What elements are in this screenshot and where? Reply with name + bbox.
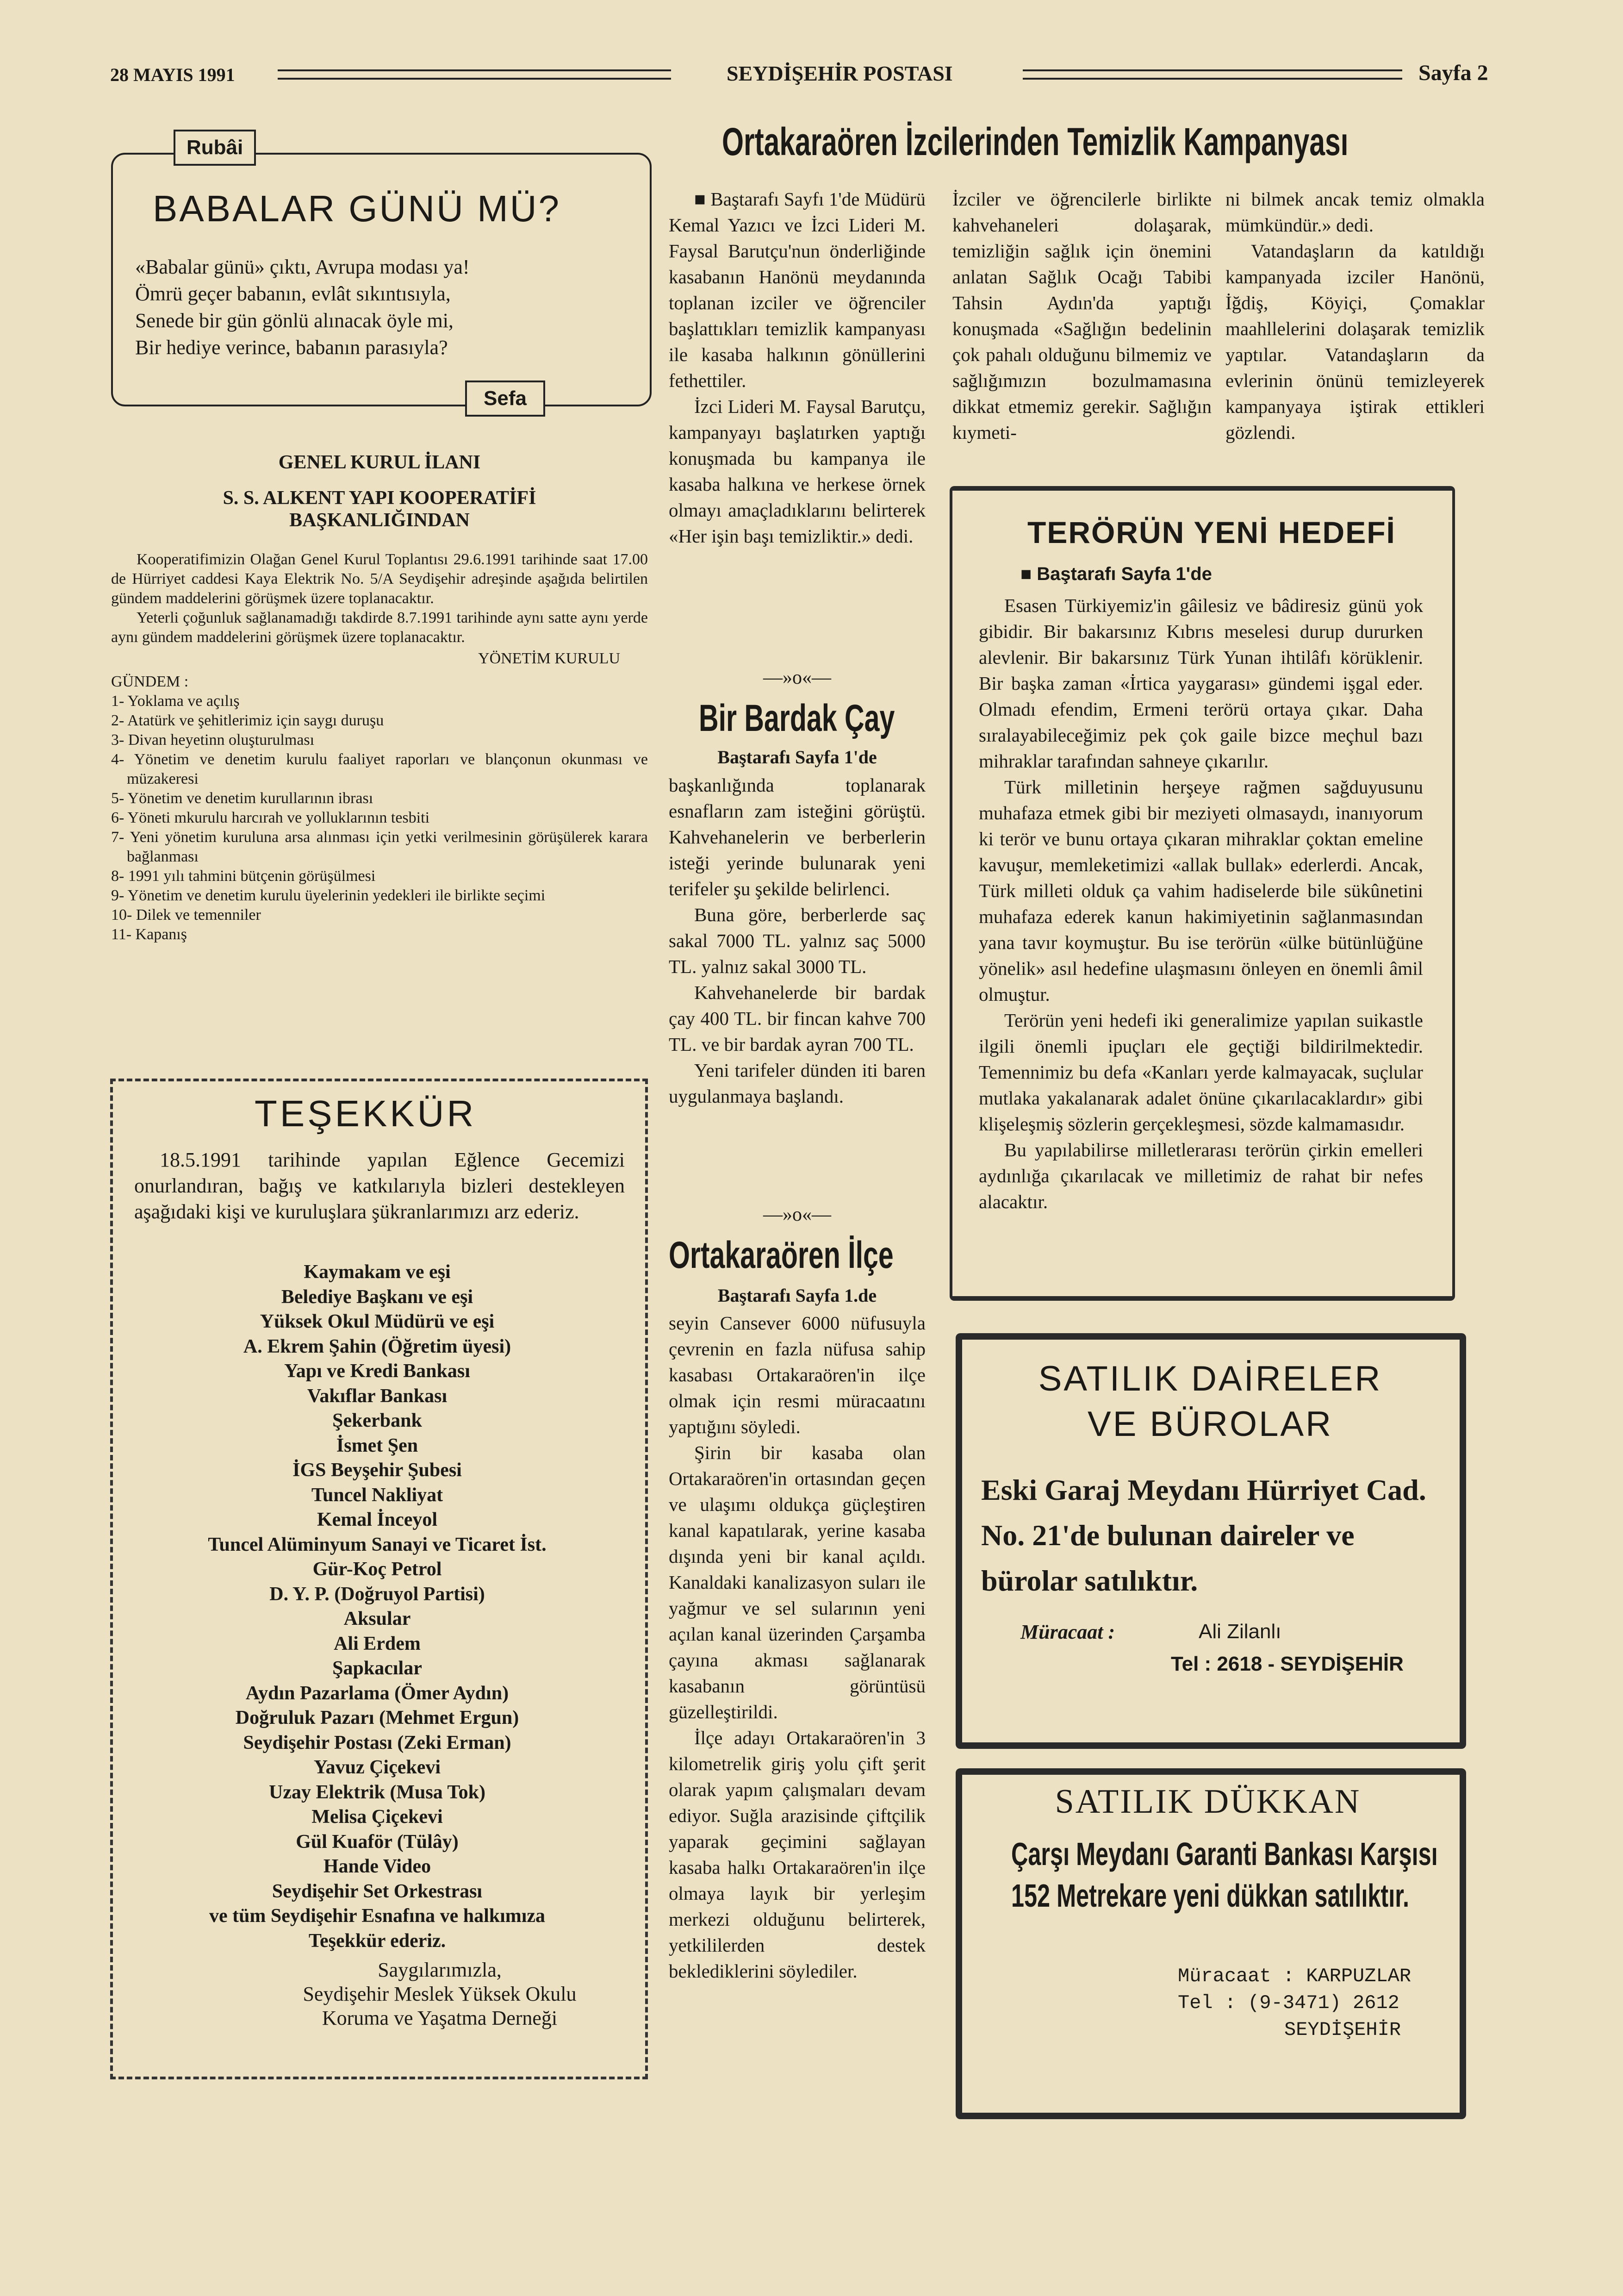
thanks-item: Uzay Elektrik (Musa Tok) — [269, 1781, 485, 1803]
izci-column-3 — [1225, 186, 1485, 445]
thanks-item: Melisa Çiçekevi — [311, 1806, 443, 1828]
ad1-title — [963, 1356, 1458, 1447]
ad1-contact-label: Müracaat : — [1020, 1621, 1115, 1643]
agenda-list — [111, 692, 648, 944]
thanks-item: Aydın Pazarlama (Ömer Aydın) — [245, 1682, 509, 1704]
teror-body — [979, 593, 1423, 1215]
thanks-item: Tuncel Alüminyum Sanayi ve Ticaret İst. — [208, 1534, 547, 1555]
thanks-item: Kaymakam ve eşi — [304, 1261, 451, 1283]
agenda-item: 11- Kapanış — [111, 926, 187, 943]
thanks-item: İsmet Şen — [336, 1435, 418, 1456]
article-paragraph: Türk milletinin herşeye rağmen sağduyusunu muhafaza etmek gibi bir meziyeti olmasaydı, inanıyorum ki terör ve bunu ortaya çıkaran mihraklar çoktan emeline kavuşur, memleketimizi «allak bullak» ederlerdi. Ancak, Türk milleti olduk ça vahim hadiselerde bile sükûnetini muhafaza ederek kanun hakimiyetinin sağlanmasından yana tavır koymuştur. Bu ise terörün «ülke bütünlüğüne yönelik» asıl hedefine ulaşmasını önleyen en önemli âmil olmuştur. — [979, 776, 1423, 1005]
signature-line: Koruma ve Yaşatma Derneği — [322, 2007, 558, 2029]
ad1-body: Eski Garaj Meydanı Hürriyet Cad. No. 21'de bulunan daireler ve bürolar satılıktır. — [981, 1473, 1426, 1597]
ad1-title-line: SATILIK DAİRELER — [1038, 1359, 1382, 1398]
signature-line: Seydişehir Meslek Yüksek Okulu — [303, 1983, 577, 2005]
ad2-title: SATILIK DÜKKAN — [1055, 1783, 1361, 1821]
thanks-item: Vakıflar Bankası — [307, 1385, 448, 1407]
agenda-item: 5- Yönetim ve denetim kurullarının ibrası — [111, 790, 373, 807]
ad2-contact-line: Müracaat : KARPUZLAR — [1178, 1965, 1412, 1987]
izci-headline-box — [722, 119, 1416, 166]
cay-headline-box — [699, 697, 921, 741]
issue-date: 28 MAYIS 1991 — [110, 64, 235, 85]
cooperative-name — [111, 487, 648, 531]
article-paragraph: Bu yapılabilirse milletlerarası terörün çirkin emelleri aydınlığa çıkarılacak ve milletimiz de rahat bir nefes alacaktır. — [979, 1139, 1423, 1212]
cay-body — [669, 772, 926, 1109]
ilce-body — [669, 1310, 926, 1984]
tesekkur-intro — [134, 1147, 625, 1225]
rubai-title: BABALAR GÜNÜ MÜ? — [153, 188, 561, 229]
intro-paragraph: 18.5.1991 tarihinde yapılan Eğlence Gecemizi onurlandıran, bağış ve katkılarıyla bizleri destekleyen aşağıdaki kişi ve kuruluşlara şükranlarımızı arz ederiz. — [134, 1148, 625, 1223]
ad1-title-line: VE BÜROLAR — [1088, 1404, 1333, 1444]
thanks-item: ve tüm Seydişehir Esnafına ve halkımıza — [209, 1905, 546, 1927]
ad2-contact-line: SEYDİŞEHİR — [1284, 2019, 1401, 2041]
separator: —»o«— — [763, 1204, 831, 1225]
agenda-item: 7- Yeni yönetim kuruluna arsa alınması için yetki verilmesinin görüşülerek karara bağlanması — [111, 829, 648, 865]
article-paragraph: Şirin bir kasaba olan Ortakaraören'in ortasından geçen ve ulaşımı oldukça güçleştiren kanal kapatılarak, yerine kasaba dışında yeni bir kanal açıldı. Kanaldaki kanalizasyon suları ile yağmur ve sel sularının yeni açılan kanal üzerinden Çarşamba çayına akması sağlanarak kasabanın görüntüsü güzelleştirildi. — [669, 1442, 926, 1722]
agenda-item: 2- Atatürk ve şehitlerimiz için saygı duruşu — [111, 712, 384, 729]
thanks-item: D. Y. P. (Doğruyol Partisi) — [269, 1583, 485, 1605]
agenda-item: 10- Dilek ve temenniler — [111, 906, 261, 923]
izci-column-2 — [952, 186, 1212, 445]
article-paragraph: Kahvehanelerde bir bardak çay 400 TL. bir fincan kahve 700 TL. ve bir bardak ayran 700 TL. — [669, 982, 926, 1055]
thanks-list — [125, 1260, 629, 1953]
signature-line: Saygılarımızla, — [378, 1959, 502, 1981]
newspaper-name: SEYDİŞEHİR POSTASI — [727, 62, 953, 85]
thanks-item: Yüksek Okul Müdürü ve eşi — [260, 1311, 495, 1332]
agenda-item: 9- Yönetim ve denetim kurulu üyelerinin yedekleri ile birlikte seçimi — [111, 887, 546, 904]
notice-paragraph: Yeterli çoğunluk sağlanamadığı takdirde 8.7.1991 tarihinde aynı satte aynı yerde aynı gündem maddelerini görüşmek üzere toplanacaktır. — [111, 609, 648, 646]
thanks-item: Yavuz Çiçekevi — [313, 1757, 441, 1778]
cay-headline: Bir Bardak Çay — [699, 697, 895, 739]
agenda-label: GÜNDEM : — [111, 673, 189, 690]
tesekkur-title: TEŞEKKÜR — [255, 1093, 477, 1134]
article-paragraph: Vatandaşların da katıldığı kampanyada izciler Hanönü, İğdiş, Köyiçi, Çomaklar maahllelerini dolaşarak temizlik yaptılar. Vatandaşların da evlerinin önünü temizleyerek kampanyaya iştirak ettikleri gözlendi. — [1225, 240, 1485, 443]
ad1-phone: Tel : 2618 - SEYDİŞEHİR — [1171, 1653, 1404, 1675]
thanks-item: Teşekkür ederiz. — [308, 1930, 446, 1952]
thanks-item: Seydişehir Postası (Zeki Erman) — [243, 1732, 511, 1753]
article-paragraph: ■ Baştarafı Sayfı 1'de Müdürü Kemal Yazıcı ve İzci Lideri M. Faysal Barutçu'nun önderliğinde kasabanın Hanönü meydanında toplanan izciler ve öğrenciler başlattıkları temizlik kampanyası ile kasaba halkının gönüllerini fethettiler. — [669, 188, 926, 391]
ad2-contact — [1178, 1963, 1411, 2043]
article-paragraph: başkanlığında toplanarak esnafların zam isteğini görüştü. Kahvehanelerin ve berberlerin isteği yerinde bulunarak yeni terifeler şu şekilde belirlenci. — [669, 774, 926, 899]
board-signature: YÖNETİM KURULU — [478, 650, 620, 667]
agenda-item: 6- Yöneti mkurulu harcırah ve yolluklarının tesbiti — [111, 809, 430, 826]
rubai-author: Sefa — [465, 381, 545, 417]
article-paragraph: İzci Lideri M. Faysal Barutçu, kampanyayı başlatırken yaptığı konuşmada bu kampanya ile kasaba halkına ve herkese örnek olmayı amaçladıklarını belirterek «Her işin başı temizliktir.» dedi. — [669, 396, 926, 547]
notice-paragraph: Kooperatifimizin Olağan Genel Kurul Toplantısı 29.6.1991 tarihinde saat 17.00 de Hürriyet caddesi Kaya Elektrik No. 5/A Seydişehir adreşinde aşağıda belirtilen gündem maddelerini görüşmek üzere toplanacaktır. — [111, 551, 648, 607]
thanks-item: Şekerbank — [332, 1410, 422, 1431]
tesekkur-signature — [250, 1958, 629, 2030]
cooperative-line: BAŞKANLIĞINDAN — [289, 510, 470, 531]
rubai-poem — [135, 254, 470, 361]
ad2-contact-line: Tel : (9-3471) 2612 — [1178, 1992, 1399, 2014]
thanks-item: Doğruluk Pazarı (Mehmet Ergun) — [235, 1707, 519, 1728]
poem-line: Ömrü geçer babanın, evlât sıkıntısıyla, — [135, 282, 451, 305]
agenda-item: 1- Yoklama ve açılış — [111, 693, 240, 710]
article-paragraph: ni bilmek ancak temiz olmakla mümkündür.» dedi. — [1225, 188, 1485, 236]
article-paragraph: seyin Cansever 6000 nüfusuyla çevrenin en fazla nüfusa sahip kasabası Ortakaraören'in ilçe olmak için resmi müracaatını yaptığını söyledi. — [669, 1312, 926, 1437]
page-number: Sayfa 2 — [1418, 61, 1488, 85]
thanks-item: Gül Kuaför (Tülây) — [296, 1831, 459, 1853]
thanks-item: Tuncel Nakliyat — [311, 1484, 443, 1506]
article-paragraph: Esasen Türkiyemiz'in gâilesiz ve bâdiresiz günü yok gibidir. Bir bakarsınız Kıbrıs meselesi durup dururken alevlenir. Bir bakarsınız Türk Yunan ihtilâfı körüklenir. Bir başka zaman «İrtica yaygarası» gündemi işgal eder. Olmadı efendim, Ermeni terörü ortaya çıkar. Daha sıralayabileceğimiz pek çok gaile bizce meçhul bazı mihraklar tarafından sahneye çıkarılır. — [979, 595, 1423, 772]
ad1-contact-name: Ali Zilanlı — [1199, 1620, 1281, 1643]
izci-column-1 — [669, 186, 926, 549]
agenda-item: 3- Divan heyetinn oluşturulması — [111, 731, 315, 749]
thanks-item: Yapı ve Kredi Bankası — [284, 1360, 470, 1382]
thanks-item: Şapkacılar — [332, 1658, 422, 1679]
thanks-item: Belediye Başkanı ve eşi — [281, 1286, 473, 1308]
genel-kurul-heading: GENEL KURUL İLANI — [278, 452, 481, 473]
teror-kicker: ■ Baştarafı Sayfa 1'de — [1020, 564, 1212, 584]
ilce-headline-box — [669, 1234, 928, 1280]
article-paragraph: Buna göre, berberlerde saç sakal 7000 TL. yalnız saç 5000 TL. yalnız sakal 3000 TL. — [669, 904, 926, 977]
article-paragraph: İzciler ve öğrencilerle birlikte kahvehaneleri dolaşarak, temizliğin sağlık için önemini anlatan Sağlık Ocağı Tabibi Tahsin Aydın'da yaptığı konuşmada «Sağlığın bedelinin çok pahalı olduğunu bilmemiz ve sağlığımızın bozulmamasına dikkat etmemiz gerekir. Sağlığın kıymeti- — [952, 188, 1212, 443]
article-paragraph: Yeni tarifeler dünden iti baren uygulanmaya başlandı. — [669, 1060, 926, 1107]
izci-headline: Ortakaraören İzcilerinden Temizlik Kampanyası — [722, 120, 1349, 163]
thanks-item: Gür-Koç Petrol — [312, 1559, 442, 1580]
agenda-item: 8- 1991 yılı tahmini bütçenin görüşülmesi — [111, 867, 376, 885]
cay-kicker: Baştarafı Sayfa 1'de — [717, 747, 877, 767]
teror-headline: TERÖRÜN YENİ HEDEFİ — [1027, 515, 1396, 549]
cooperative-line: S. S. ALKENT YAPI KOOPERATİFİ — [223, 487, 536, 509]
header-rule-left — [278, 69, 671, 80]
article-paragraph: Terörün yeni hedefi iki generalimize yapılan suikastle ilgili önemli ipuçları ele geçtiği bildirilmektedir. Temennimiz bu defa «Kanları yerde kalmayacak, suçlular mutlaka yakalanarak adalet önüne çıkarılacaklardır» gibi klişeleşmiş sözlerin gerçekleşmesi, sözde kalmamasıdır. — [979, 1010, 1423, 1135]
ilce-kicker: Baştarafı Sayfa 1.de — [717, 1285, 877, 1306]
separator: —»o«— — [763, 667, 831, 688]
thanks-item: Ali Erdem — [334, 1633, 421, 1654]
thanks-item: Hande Video — [323, 1856, 431, 1877]
ad2-body: Çarşı Meydanı Garanti Bankası Karşısı 152 Metrekare yeni dükkan satılıktır. — [1011, 1836, 1438, 1914]
genel-kurul-body — [111, 550, 648, 944]
ilce-headline: Ortakaraören İlçe — [669, 1234, 894, 1276]
thanks-item: Seydişehir Set Orkestrası — [272, 1880, 483, 1902]
article-paragraph: İlçe adayı Ortakaraören'in 3 kilometrelik giriş yolu çift şerit olarak yapım çalışmaları devam ediyor. Suğla arazisinde çiftçilik yaparak geçimini sağlayan kasaba halkı Ortakaraören'in ilçe olmaya layık bir yerleşim merkezi olduğunu belirterek, yetkililerden destek beklediklerini söylediler. — [669, 1727, 926, 1982]
thanks-item: Kemal İnceyol — [317, 1509, 438, 1530]
rubai-tag: Rubâi — [174, 130, 256, 166]
thanks-item: A. Ekrem Şahin (Öğretim üyesi) — [243, 1335, 511, 1357]
header-rule-right — [1023, 69, 1402, 80]
thanks-item: İGS Beyşehir Şubesi — [292, 1460, 462, 1481]
agenda-item: 4- Yönetim ve denetim kurulu faaliyet raporları ve blançonun okunması ve müzakeresi — [111, 751, 648, 787]
thanks-item: Aksular — [343, 1608, 411, 1629]
poem-line: Senede bir gün gönlü alınacak öyle mi, — [135, 309, 454, 332]
poem-line: «Babalar günü» çıktı, Avrupa modası ya! — [135, 256, 470, 278]
poem-line: Bir hediye verince, babanın parasıyla? — [135, 336, 448, 359]
